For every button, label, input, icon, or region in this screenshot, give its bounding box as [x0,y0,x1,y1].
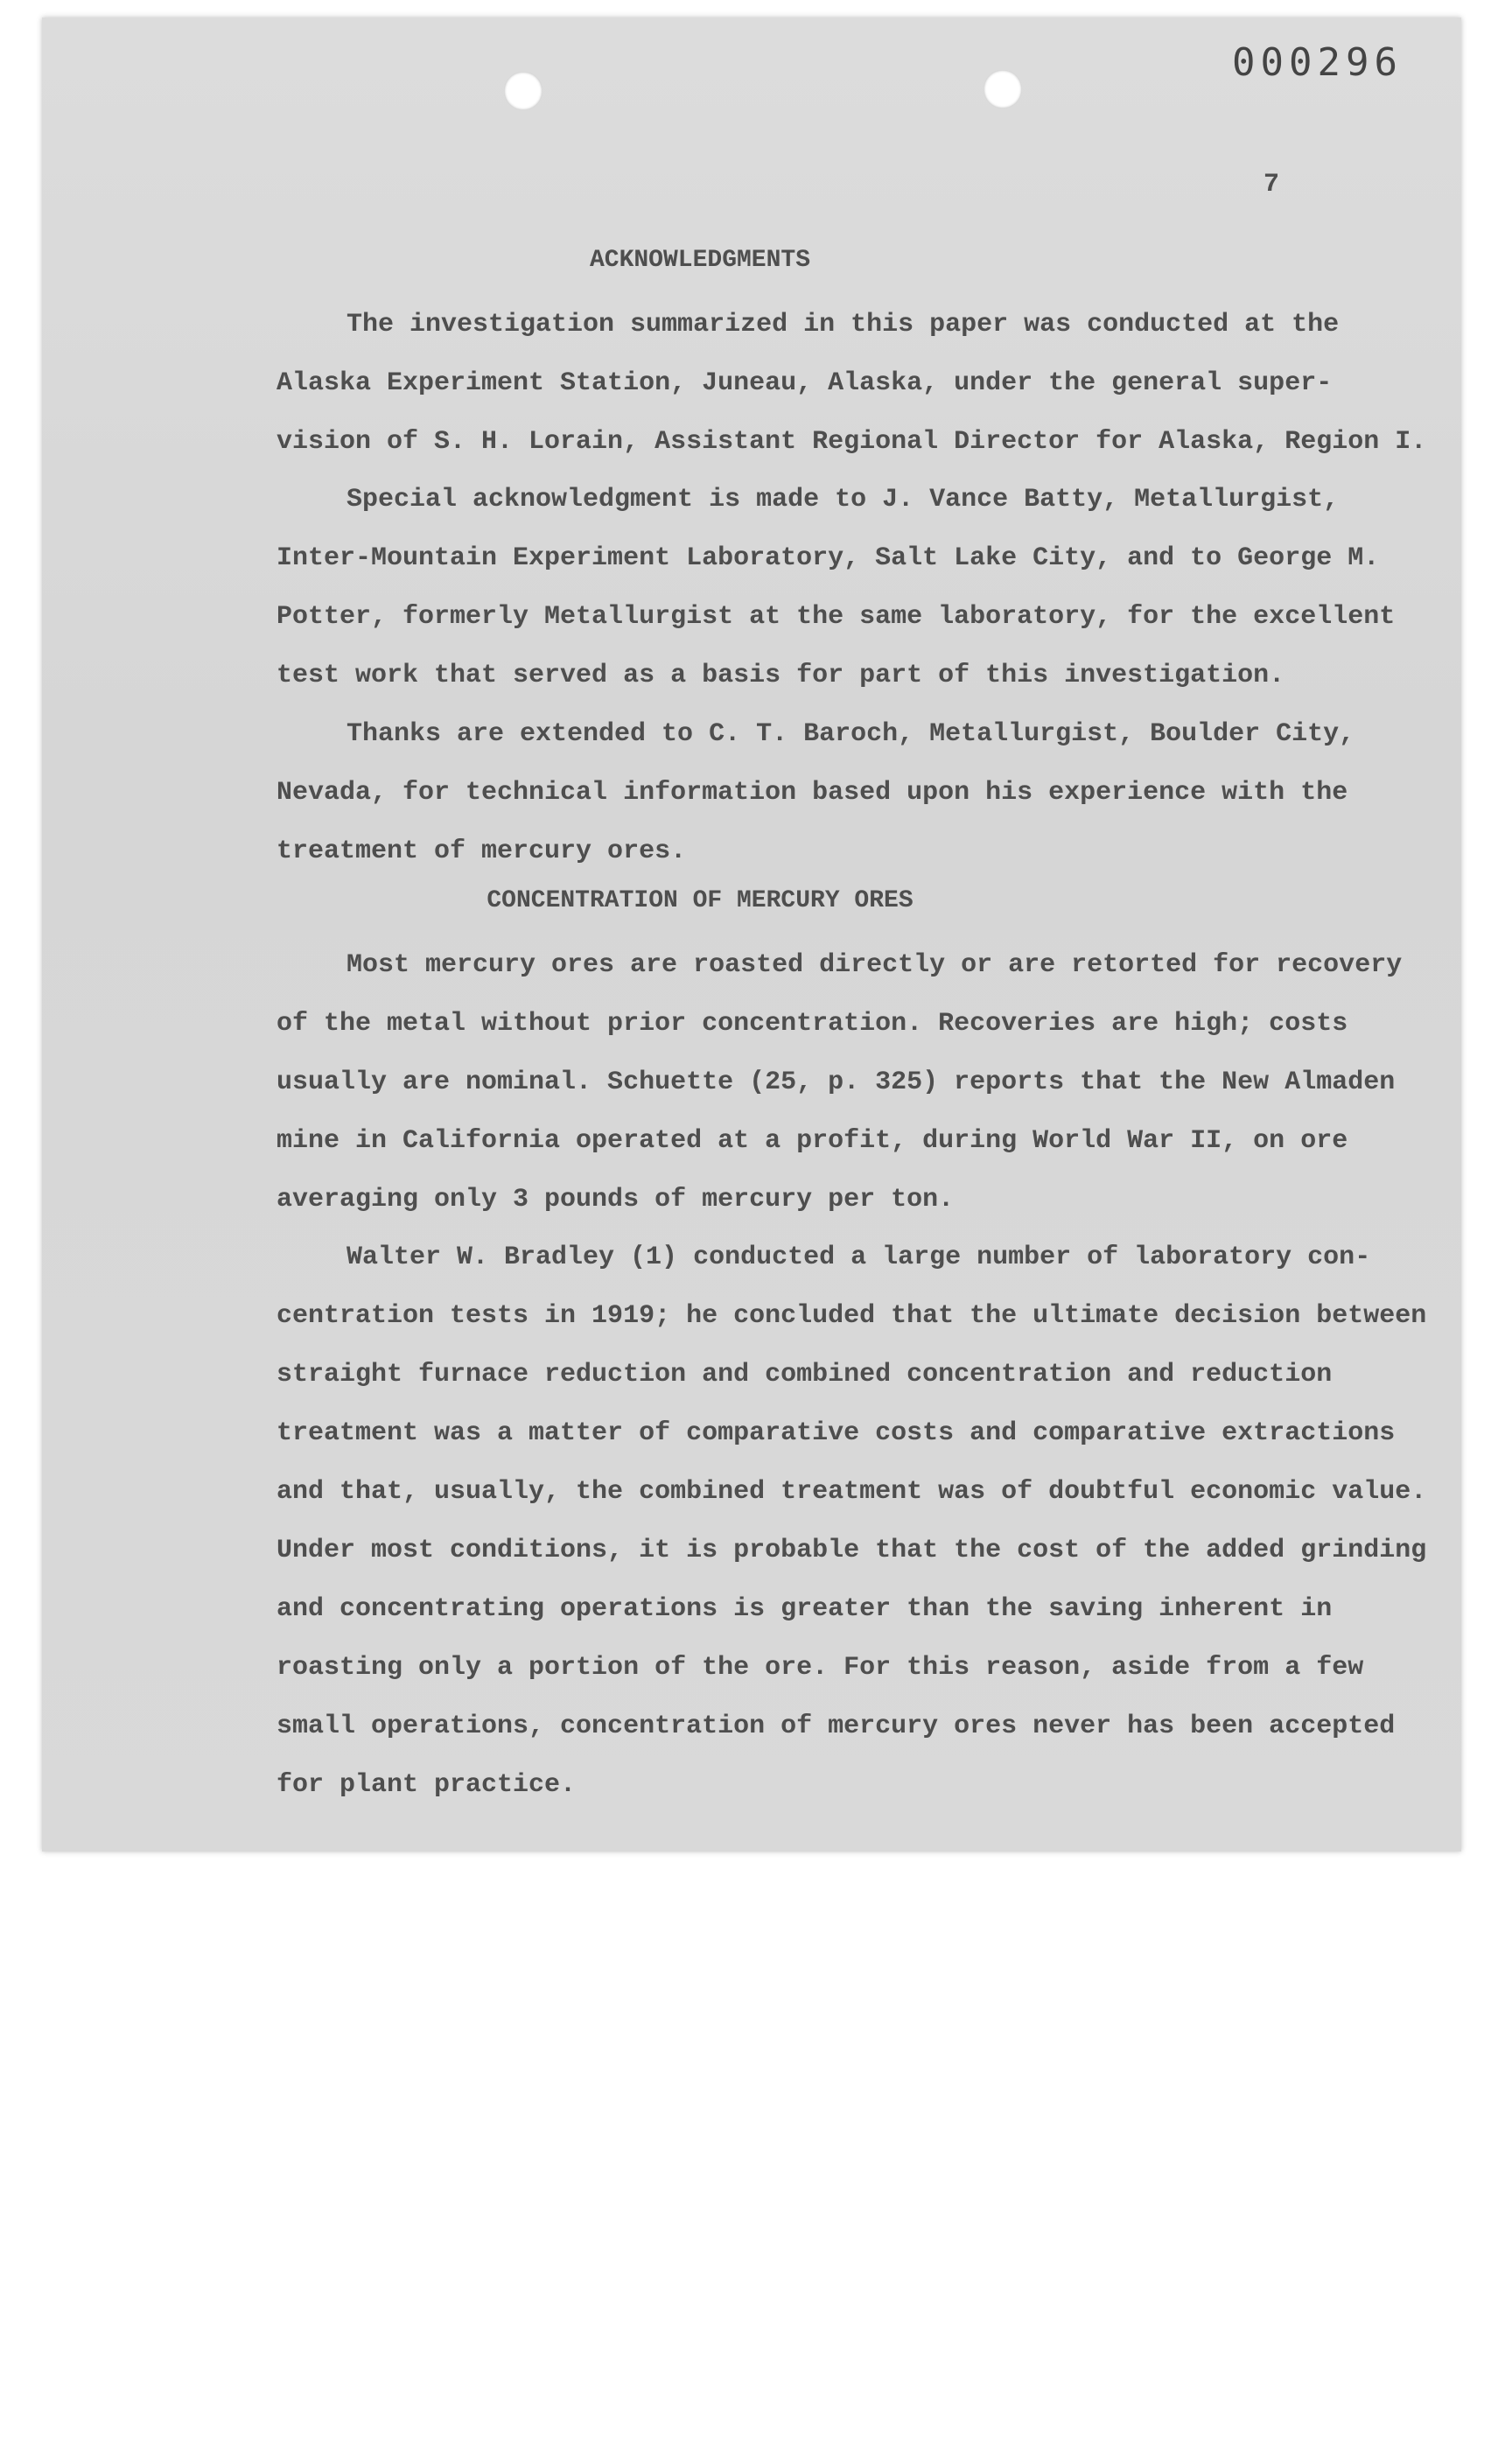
text-line: Most mercury ores are roasted directly or are retorted for recovery [346,950,1403,980]
text-line: small operations, concentration of mercury ores never has been accepted [276,1712,1396,1741]
text-line: treatment of mercury ores. [276,836,687,866]
paragraph [276,471,1414,705]
document-page [42,18,1461,1852]
paragraph [276,705,1414,881]
folio-stamp: 000296 [1232,40,1403,85]
text-line: usually are nominal. Schuette (25, p. 325) reports that the New Almaden [276,1068,1396,1097]
text-line: roasting only a portion of the ore. For this reason, aside from a few [276,1653,1364,1683]
text-line: Under most conditions, it is probable that the cost of the added grinding [276,1536,1427,1565]
text-line: treatment was a matter of comparative costs and comparative extractions [276,1418,1396,1448]
section-heading-concentration: CONCENTRATION OF MERCURY ORES [486,887,914,914]
text-line: Walter W. Bradley (1) conducted a large number of laboratory con- [346,1242,1371,1272]
text-line: Nevada, for technical information based upon his experience with the [276,778,1348,808]
text-line: vision of S. H. Lorain, Assistant Regional Director for Alaska, Region I. [276,427,1427,457]
text-line: Inter-Mountain Experiment Laboratory, Salt Lake City, and to George M. [276,543,1380,573]
text-line: Thanks are extended to C. T. Baroch, Metallurgist, Boulder City, [346,719,1355,749]
text-line: mine in California operated at a profit, during World War II, on ore [276,1126,1348,1156]
paragraph [276,296,1427,472]
text-line: and concentrating operations is greater than the saving inherent in [276,1594,1333,1624]
text-line: The investigation summarized in this paper was conducted at the [346,310,1340,340]
text-line: Alaska Experiment Station, Juneau, Alaska, under the general super- [276,368,1333,398]
text-line: Special acknowledgment is made to J. Vance Batty, Metallurgist, [346,485,1340,514]
text-line: and that, usually, the combined treatment was of doubtful economic value. [276,1477,1427,1507]
punch-hole [504,72,542,110]
text-line: for plant practice. [276,1770,577,1800]
text-line: averaging only 3 pounds of mercury per ton. [276,1185,955,1214]
text-line: straight furnace reduction and combined concentration and reduction [276,1360,1333,1390]
text-line: of the metal without prior concentration. Recoveries are high; costs [276,1009,1348,1039]
section-heading-acknowledgments: ACKNOWLEDGMENTS [589,247,811,274]
text-line: Potter, formerly Metallurgist at the same laboratory, for the excellent [276,602,1396,632]
text-line: test work that served as a basis for part of this investigation. [276,661,1285,690]
page-number: 7 [1264,170,1280,200]
paragraph [276,1228,1427,1815]
paragraph [276,936,1414,1229]
punch-hole [984,70,1022,108]
text-line: centration tests in 1919; he concluded that the ultimate decision between [276,1301,1427,1331]
